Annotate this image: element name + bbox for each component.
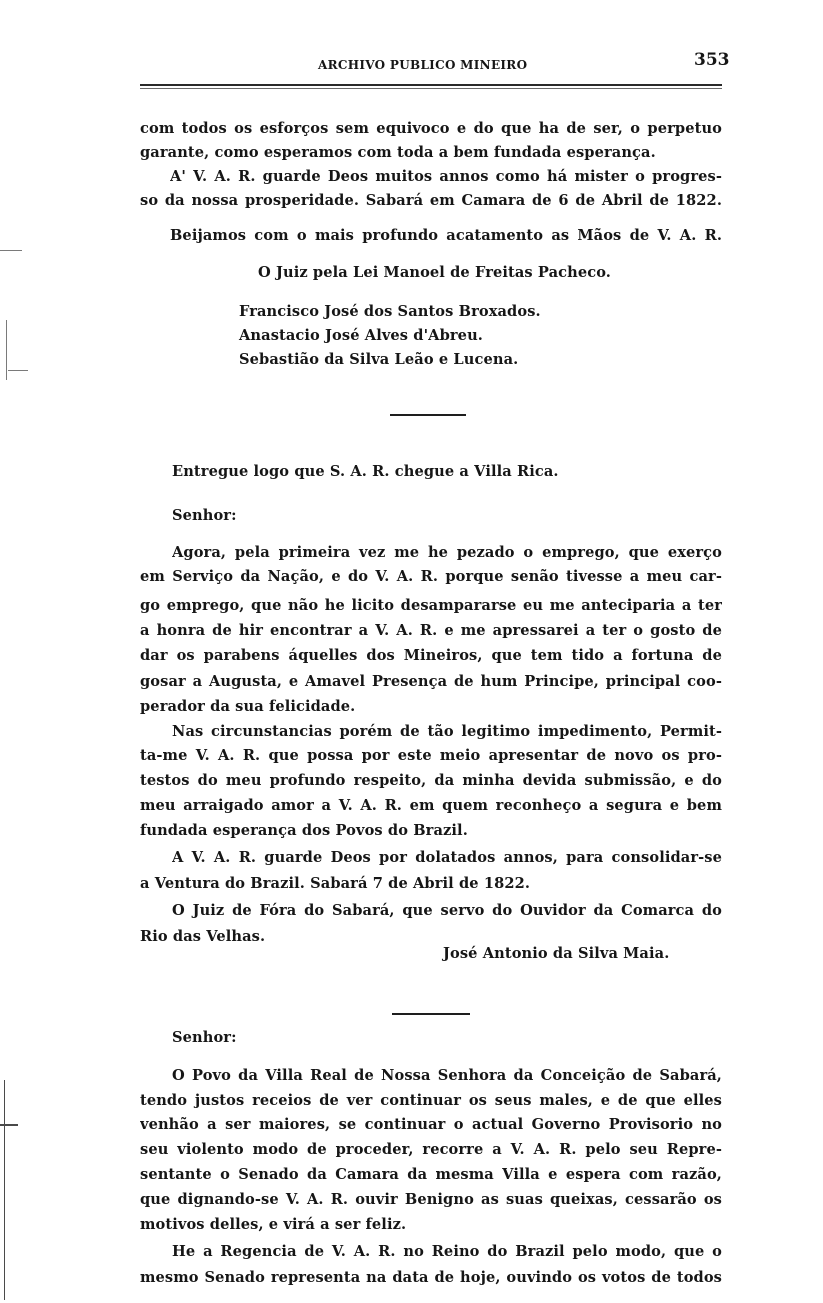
text-line: fundada esperança dos Povos do Brazil. bbox=[140, 822, 468, 839]
text-line: a honra de hir encontrar a V. A. R. e me apressarei a ter o gosto de bbox=[140, 622, 722, 639]
text-line: gosar a Augusta, e Amavel Presença de hum Principe, principal coo- bbox=[140, 673, 722, 690]
text-line: sentante o Senado da Camara da mesma Villa e espera com razão, bbox=[140, 1166, 722, 1183]
text-line: go emprego, que não he licito desampararse eu me anteciparia a ter bbox=[140, 597, 722, 614]
section-divider bbox=[390, 414, 466, 416]
text-line: em Serviço da Nação, e do V. A. R. porque senão tivesse a meu car- bbox=[140, 568, 722, 585]
signature-line: Francisco José dos Santos Broxados. bbox=[239, 303, 541, 320]
text-line: He a Regencia de V. A. R. no Reino do Brazil pelo modo, que o bbox=[172, 1243, 722, 1260]
signature-line: O Juiz pela Lei Manoel de Freitas Pacheco. bbox=[258, 264, 611, 281]
text-line: O Povo da Villa Real de Nossa Senhora da Conceição de Sabará, bbox=[172, 1067, 722, 1084]
scan-margin-mark bbox=[8, 370, 28, 371]
text-line: que dignando-se V. A. R. ouvir Benigno as suas queixas, cessarão os bbox=[140, 1191, 722, 1208]
signature-line: Anastacio José Alves d'Abreu. bbox=[239, 327, 483, 344]
scan-margin-mark bbox=[4, 1080, 5, 1300]
text-line: perador da sua felicidade. bbox=[140, 698, 356, 715]
signature-line: José Antonio da Silva Maia. bbox=[443, 945, 670, 962]
page-number: 353 bbox=[694, 50, 730, 70]
text-line: Rio das Velhas. bbox=[140, 928, 266, 945]
text-line: O Juiz de Fóra do Sabará, que servo do Ouvidor da Comarca do bbox=[172, 902, 722, 919]
text-line: A' V. A. R. guarde Deos muitos annos como há mister o progres- bbox=[170, 168, 722, 185]
text-line: A V. A. R. guarde Deos por dolatados annos, para consolidar-se bbox=[172, 849, 722, 866]
signature-line: Sebastião da Silva Leão e Lucena. bbox=[239, 351, 519, 368]
header-rule-secondary bbox=[140, 88, 722, 89]
scan-margin-mark bbox=[6, 320, 7, 380]
text-line: a Ventura do Brazil. Sabará 7 de Abril de 1822. bbox=[140, 875, 531, 892]
text-line: venhão a ser maiores, se continuar o actual Governo Provisorio no bbox=[140, 1116, 722, 1133]
text-line: garante, como esperamos com toda a bem fundada esperança. bbox=[140, 144, 656, 161]
scan-margin-mark bbox=[0, 250, 22, 251]
header-rule bbox=[140, 84, 722, 86]
text-line: motivos delles, e virá a ser feliz. bbox=[140, 1216, 407, 1233]
scan-margin-mark bbox=[0, 1124, 18, 1126]
salutation: Senhor: bbox=[172, 1029, 237, 1046]
text-line: seu violento modo de proceder, recorre a V. A. R. pelo seu Repre- bbox=[140, 1141, 722, 1158]
text-line: Agora, pela primeira vez me he pezado o emprego, que exerço bbox=[172, 544, 722, 561]
text-line: dar os parabens áquelles dos Mineiros, que tem tido a fortuna de bbox=[140, 647, 722, 664]
delivery-note: Entregue logo que S. A. R. chegue a Villa Rica. bbox=[172, 463, 559, 480]
running-head: ARCHIVO PUBLICO MINEIRO bbox=[318, 58, 528, 72]
section-divider bbox=[392, 1013, 470, 1015]
text-line: Nas circunstancias porém de tão legitimo impedimento, Permit- bbox=[172, 723, 722, 740]
salutation: Senhor: bbox=[172, 507, 237, 524]
text-line: testos do meu profundo respeito, da minha devida submissão, e do bbox=[140, 772, 722, 789]
text-line: mesmo Senado representa na data de hoje, ouvindo os votos de todos bbox=[140, 1269, 722, 1286]
text-line: so da nossa prosperidade. Sabará em Camara de 6 de Abril de 1822. bbox=[140, 192, 722, 209]
text-line: tendo justos receios de ver continuar os seus males, e de que elles bbox=[140, 1092, 722, 1109]
text-line: com todos os esforços sem equivoco e do que ha de ser, o perpetuo bbox=[140, 120, 722, 137]
text-line: Beijamos com o mais profundo acatamento as Mãos de V. A. R. bbox=[170, 227, 722, 244]
text-line: ta-me V. A. R. que possa por este meio apresentar de novo os pro- bbox=[140, 747, 722, 764]
text-line: meu arraigado amor a V. A. R. em quem reconheço a segura e bem bbox=[140, 797, 722, 814]
